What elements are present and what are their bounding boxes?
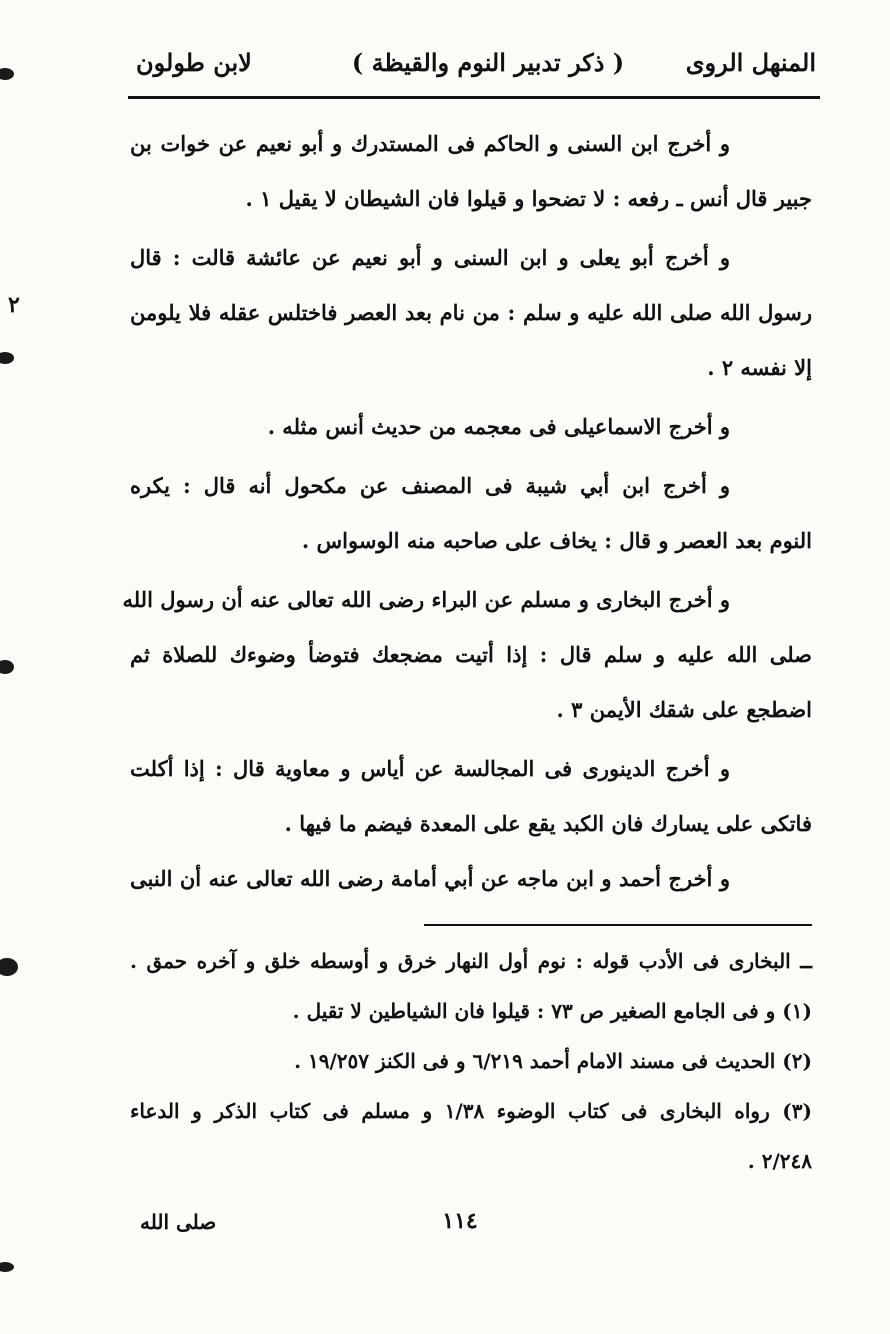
header-rule — [128, 96, 820, 99]
binding-mark — [0, 68, 14, 80]
catchword: صلى الله — [140, 1210, 217, 1234]
text-line: إلا نفسه ٢ . — [707, 355, 812, 380]
page-number: ١١٤ — [442, 1208, 478, 1234]
binding-mark — [0, 352, 14, 364]
footnote-line: (٢) الحديث فى مسند الامام أحمد ٦/٢١٩ و فى الكنز ١٩/٢٥٧ . — [294, 1049, 812, 1073]
footnote-line: (١) و فى الجامع الصغير ص ٧٣ : قيلوا فان الشياطين لا تقيل . — [292, 999, 812, 1023]
chapter-title: ( ذكر تدبير النوم والقيظة ) — [351, 48, 625, 77]
text-line: اضطجع على شقك الأيمن ٣ . — [556, 697, 812, 722]
author-name: لابن طولون — [136, 48, 252, 77]
footnote-line: (٣) رواه البخارى فى كتاب الوضوء ١/٣٨ و مسلم فى كتاب الذكر و الدعاء — [130, 1099, 812, 1123]
text-line: رسول الله صلى الله عليه و سلم : من نام بعد العصر فاختلس عقله فلا يلومن — [130, 300, 812, 325]
text-line: و أخرج الاسماعيلى فى معجمه من حديث أنس مثله . — [267, 414, 730, 439]
text-line: و أخرج ابن أبي شيبة فى المصنف عن مكحول أنه قال : يكره — [130, 473, 730, 498]
binding-mark — [0, 660, 14, 674]
footnote-line: ٢/٢٤٨ . — [747, 1149, 812, 1173]
footnote-rule — [424, 924, 812, 926]
footnote-line: ــ البخارى فى الأدب قوله : نوم أول النهار خرق و أوسطه خلق و آخره حمق . — [130, 949, 812, 973]
footnotes — [130, 936, 812, 1186]
text-line: و أخرج أحمد و ابن ماجه عن أبي أمامة رضى الله تعالى عنه أن النبى — [130, 866, 730, 891]
text-line: و أخرج أبو يعلى و ابن السنى و أبو نعيم عن عائشة قالت : قال — [130, 245, 730, 270]
binding-mark — [0, 958, 18, 976]
text-line: النوم بعد العصر و قال : يخاف على صاحبه منه الوسواس . — [301, 528, 812, 553]
main-text — [122, 116, 812, 906]
binding-mark — [0, 1262, 14, 1272]
text-line: صلى الله عليه و سلم قال : إذا أتيت مضجعك فتوضأ وضوءك للصلاة ثم — [130, 642, 812, 667]
margin-note: ٢ — [8, 292, 20, 318]
running-header — [128, 44, 820, 94]
text-line: و أخرج ابن السنى و الحاكم فى المستدرك و أبو نعيم عن خوات بن — [130, 131, 730, 156]
text-line: و أخرج البخارى و مسلم عن البراء رضى الله تعالى عنه أن رسول الله — [122, 587, 730, 612]
text-line: جبير قال أنس ـ رفعه : لا تضحوا و قيلوا فان الشيطان لا يقيل ١ . — [245, 186, 812, 211]
text-line: و أخرج الدينورى فى المجالسة عن أياس و معاوية قال : إذا أكلت — [130, 756, 730, 781]
book-title: المنهل الروى — [685, 48, 816, 77]
text-line: فاتكى على يسارك فان الكبد يقع على المعدة فيضم ما فيها . — [284, 811, 812, 836]
